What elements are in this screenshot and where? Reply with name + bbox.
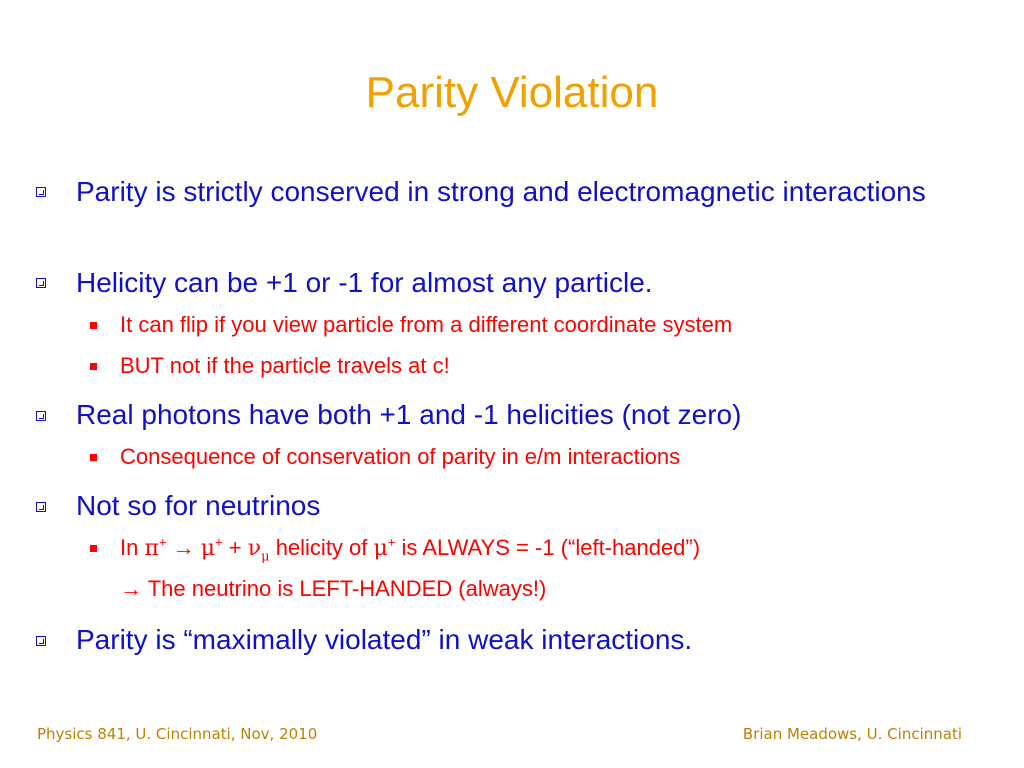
bullet-item-5: Parity is “maximally violated” in weak interactions. xyxy=(76,624,693,655)
arrow-right-icon: → xyxy=(120,576,142,601)
plus-superscript: + xyxy=(387,534,396,550)
footer-right: Brian Meadows, U. Cincinnati xyxy=(742,725,962,743)
filled-square-icon xyxy=(90,545,97,552)
sub-bullet-item-2-2: BUT not if the particle travels at c! xyxy=(120,353,450,378)
filled-square-icon xyxy=(90,363,97,370)
mu-symbol: μ xyxy=(200,536,216,561)
slide-title: Parity Violation xyxy=(365,68,659,117)
bullet-item-3: Real photons have both +1 and -1 helicities (not zero) xyxy=(76,399,742,430)
text-helicity-of: helicity of xyxy=(269,535,374,560)
mu-symbol: μ xyxy=(373,536,388,561)
plus-superscript: + xyxy=(215,534,223,550)
hollow-square-icon xyxy=(36,502,46,512)
filled-square-icon xyxy=(90,322,97,329)
arrow-right-icon: → xyxy=(166,535,201,560)
footer-left: Physics 841, U. Cincinnati, Nov, 2010 xyxy=(37,725,318,743)
text-plus: + xyxy=(222,535,248,560)
sub-bullet-item-4-2 xyxy=(120,574,980,604)
hollow-square-icon xyxy=(36,278,46,288)
pi-symbol: π xyxy=(144,536,159,561)
sub-bullet-item-4-1 xyxy=(120,533,980,564)
bullet-item-2: Helicity can be +1 or -1 for almost any particle. xyxy=(76,267,653,298)
nu-symbol: ν xyxy=(247,536,262,561)
text-in: In xyxy=(120,535,145,560)
sub-bullet-text: The neutrino is LEFT-HANDED (always!) xyxy=(142,576,547,601)
mu-subscript: μ xyxy=(261,549,270,565)
filled-square-icon xyxy=(90,454,97,461)
hollow-square-icon xyxy=(36,187,46,197)
plus-superscript: + xyxy=(158,534,167,550)
bullet-item-4: Not so for neutrinos xyxy=(76,490,321,521)
hollow-square-icon xyxy=(36,636,46,646)
sub-bullet-item-3-1: Consequence of conservation of parity in e/m interactions xyxy=(120,444,681,469)
bullet-item-1: Parity is strictly conserved in strong and electromagnetic interactions xyxy=(76,176,926,207)
text-always-left-handed: is ALWAYS = -1 (“left-handed”) xyxy=(395,535,701,560)
hollow-square-icon xyxy=(36,411,46,421)
sub-bullet-item-2-1: It can flip if you view particle from a different coordinate system xyxy=(120,312,733,337)
